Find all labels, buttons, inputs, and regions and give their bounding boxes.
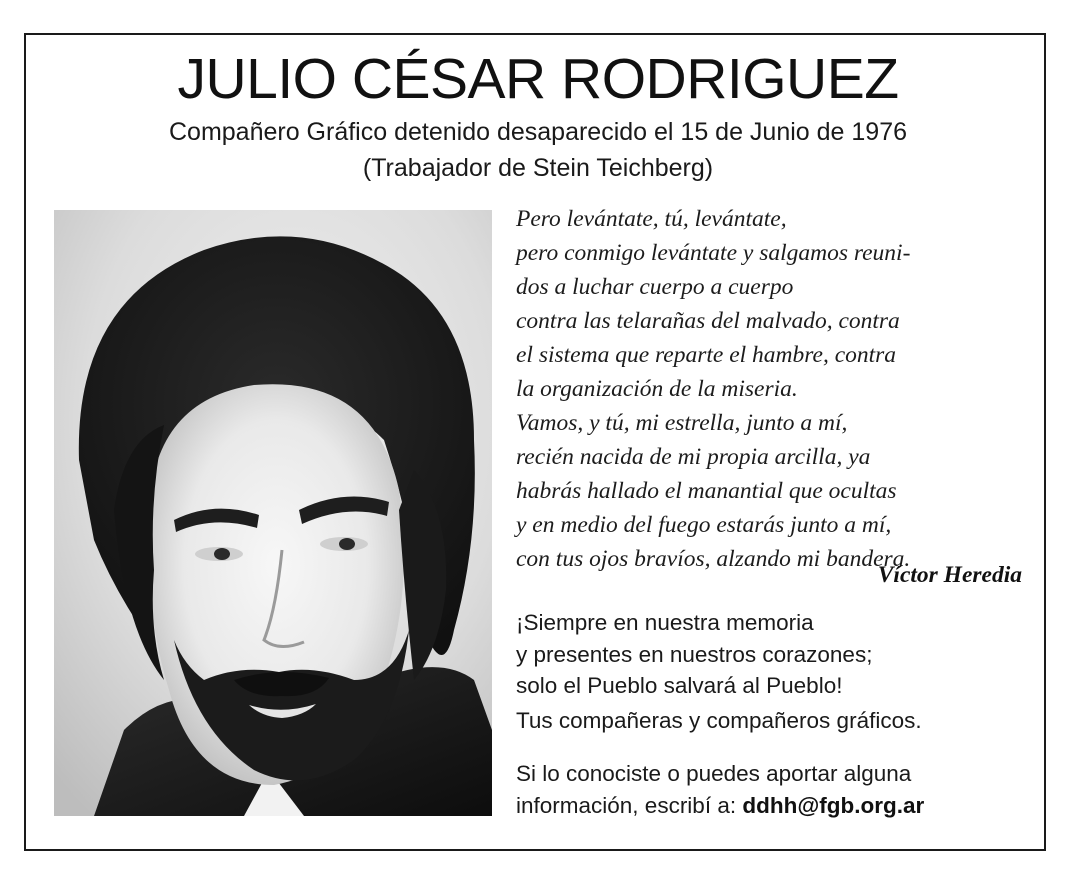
poem-line: y en medio del fuego estarás junto a mí, [516,512,892,538]
notice-subtitle: Compañero Gráfico detenido desaparecido el 15 de Junio de 1976 [168,118,907,146]
poem-line: pero conmigo levántate y salgamos reuni- [516,240,911,266]
poem-line: habrás hallado el manantial que ocultas [516,478,897,504]
poem-line: Vamos, y tú, mi estrella, junto a mí, [516,410,848,436]
notice-title: JULIO CÉSAR RODRIGUEZ [177,47,899,111]
contact-line: Si lo conociste o puedes aportar alguna [516,761,912,786]
message-line: ¡Siempre en nuestra memoria [516,610,814,635]
contact-email[interactable]: ddhh@fgb.org.ar [742,792,925,818]
poem-line: Pero levántate, tú, levántate, [516,206,787,232]
poem-line: dos a luchar cuerpo a cuerpo [516,274,794,300]
poem-line: con tus ojos bravíos, alzando mi bandera. [516,546,911,572]
poem-line: recién nacida de mi propia arcilla, ya [516,444,871,470]
poem-author: Víctor Heredia [877,562,1022,588]
poem-verse [516,202,1026,576]
contact-prefix: información, escribí a: [516,792,743,818]
contact-line-email [516,790,1036,822]
poem-line: contra las telarañas del malvado, contra [516,308,900,334]
message-signature: Tus compañeras y compañeros gráficos. [516,708,922,733]
notice-employer: (Trabajador de Stein Teichberg) [362,154,714,182]
contact-info [516,758,1036,821]
message-line: y presentes en nuestros corazones; [516,641,873,667]
poem-line: el sistema que reparte el hambre, contra [516,342,897,368]
portrait-photo [54,210,492,816]
message-line: solo el Pueblo salvará al Pueblo! [516,673,843,698]
poem-line: la organización de la miseria. [516,376,798,402]
memorial-message [516,607,1036,702]
